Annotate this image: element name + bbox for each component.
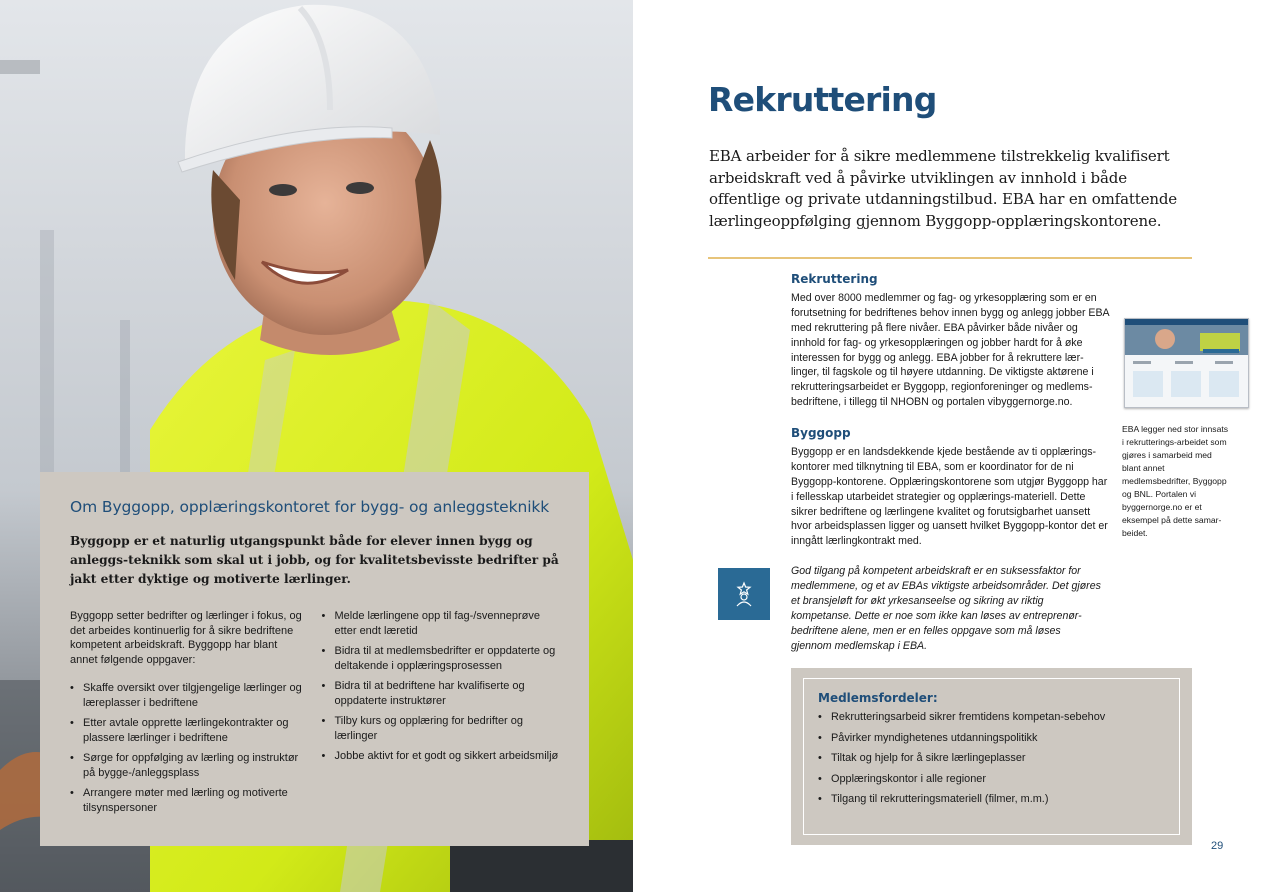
task-item: • Etter avtale opprette lærlingekontrakter og plassere lærlinger i bedriftene bbox=[70, 716, 308, 745]
infobox-column-2 bbox=[322, 609, 560, 821]
section-heading: Byggopp bbox=[791, 426, 851, 440]
section-body: Med over 8000 medlemmer og fag- og yrkesopplæring som er en forutsetning for bedriftenes behov innen bygg og anlegg jobber EBA med rekruttering på flere nivåer. EBA påvirker både nivåer og innhold for fag- og yrkesopplæringen og jobber hardt for å øke interessen for bygg og anlegg. EBA jobber for å rekruttere lær-linger, til fagskole og til høyere utdanning. De viktigste aktørene i rekrutteringsarbeidet er Byggopp, regionforeninger og medlems-bedriftene, i tillegg til NHOBN og portalen vibyggernorge.no. bbox=[791, 291, 1110, 409]
pull-quote: God tilgang på kompetent arbeidskraft er en suksessfaktor for medlemmene, og et av EBAs viktigste arbeidsområder. Det gjøres et bransjeløft for økt yrkesanseelse og sikring av riktig kompetanse. Dette er noe som ikke kan løses av entreprenør-bedriftene alene, men er en felles oppgave som må løses gjennom medlemskap i EBA. bbox=[791, 565, 1101, 652]
section-body: Byggopp er en landsdekkende kjede bestående av ti opplærings-kontorer med tilknytning til EBA, som er koordinator for de ni Byggopp-kontorene. Opplæringskontorene som utgjør Byggopp har i fellesskap utarbeidet strategier og opplærings-materiell. Dette sikrer bedriftene og lærlingene kvalitet og forutsigbarhet uansett hvor arbeidsplassen ligger og uansett hvilket Byggopp-kontor det er inngått lærlingkontrakt med. bbox=[791, 445, 1108, 548]
gold-divider bbox=[708, 257, 1192, 259]
task-item: • Arrangere møter med lærling og motiverte tilsynspersoner bbox=[70, 786, 308, 815]
person-star-icon bbox=[718, 568, 770, 620]
byggopp-info-box bbox=[40, 472, 589, 846]
person-star-glyph bbox=[732, 581, 756, 607]
task-item: • Jobbe aktivt for et godt og sikkert arbeidsmiljø bbox=[322, 749, 560, 764]
section-heading: Rekruttering bbox=[791, 272, 878, 286]
intro-paragraph: EBA arbeider for å sikre medlemmene tilstrekkelig kvalifisert arbeidskraft ved å påvirke utviklingen av innhold i både offentlige og private utdanningstilbud. EBA har en omfattende lærlingeoppfølging gjennom Byggopp-opplæringskontorene. bbox=[709, 147, 1178, 230]
task-item: • Skaffe oversikt over tilgjengelige lærlinger og læreplasser i bedriftene bbox=[70, 681, 308, 710]
page-number: 29 bbox=[1211, 840, 1224, 852]
member-benefits-frame bbox=[803, 678, 1180, 835]
benefit-item: • Tilgang til rekrutteringsmateriell (filmer, m.m.) bbox=[818, 792, 1165, 807]
task-item: • Tilby kurs og opplæring for bedrifter og lærlinger bbox=[322, 714, 560, 743]
benefit-item: • Påvirker myndighetenes utdanningspolitikk bbox=[818, 731, 1165, 746]
infobox-intro: Byggopp setter bedrifter og lærlinger i fokus, og det arbeides kontinuerlig for å sikre bedriftene kompetent arbeidskraft. Byggopp har blant annet følgende oppgaver: bbox=[70, 610, 302, 666]
task-item: • Bidra til at bedriftene har kvalifiserte og oppdaterte instruktører bbox=[322, 679, 560, 708]
benefit-item: • Tiltak og hjelp for å sikre lærlingeplasser bbox=[818, 751, 1165, 766]
task-item: • Sørge for oppfølging av lærling og instruktør på bygge-/anleggsplass bbox=[70, 751, 308, 780]
member-benefits-box bbox=[791, 668, 1192, 845]
task-list-2 bbox=[322, 609, 560, 764]
website-thumbnail-graphic bbox=[1125, 319, 1249, 408]
task-item: • Bidra til at medlemsbedrifter er oppdaterte og deltakende i opplæringsprosessen bbox=[322, 644, 560, 673]
benefits-list bbox=[818, 710, 1165, 807]
page-title: Rekruttering bbox=[708, 80, 937, 119]
task-item: • Melde lærlingene opp til fag-/svenneprøve etter endt læretid bbox=[322, 609, 560, 638]
infobox-columns bbox=[70, 609, 559, 821]
infobox-lead: Byggopp er et naturlig utgangspunkt både for elever innen bygg og anleggs-teknikk som skal ut i jobb, og for kvalitetsbevisste bedrifter på jakt etter dyktige og motiverte lærlinger. bbox=[70, 534, 559, 586]
section-rekruttering bbox=[791, 272, 1111, 410]
benefit-item: • Rekrutteringsarbeid sikrer fremtidens kompetan-sebehov bbox=[818, 710, 1165, 725]
section-byggopp bbox=[791, 426, 1111, 549]
benefits-heading: Medlemsfordeler: bbox=[818, 691, 938, 705]
website-screenshot-thumbnail bbox=[1124, 318, 1249, 408]
infobox-column-1 bbox=[70, 609, 308, 821]
task-list-1 bbox=[70, 681, 308, 815]
screenshot-caption: EBA legger ned stor innsats i rekrutterings-arbeidet som gjøres i samarbeid med blant annet medlemsbedrifter, Byggopp og BNL. Portalen vi byggernorge.no er et eksempel på dette samar-beidet. bbox=[1122, 424, 1229, 538]
infobox-title: Om Byggopp, opplæringskontoret for bygg- og anleggsteknikk bbox=[70, 498, 550, 516]
benefit-item: • Opplæringskontor i alle regioner bbox=[818, 772, 1165, 787]
